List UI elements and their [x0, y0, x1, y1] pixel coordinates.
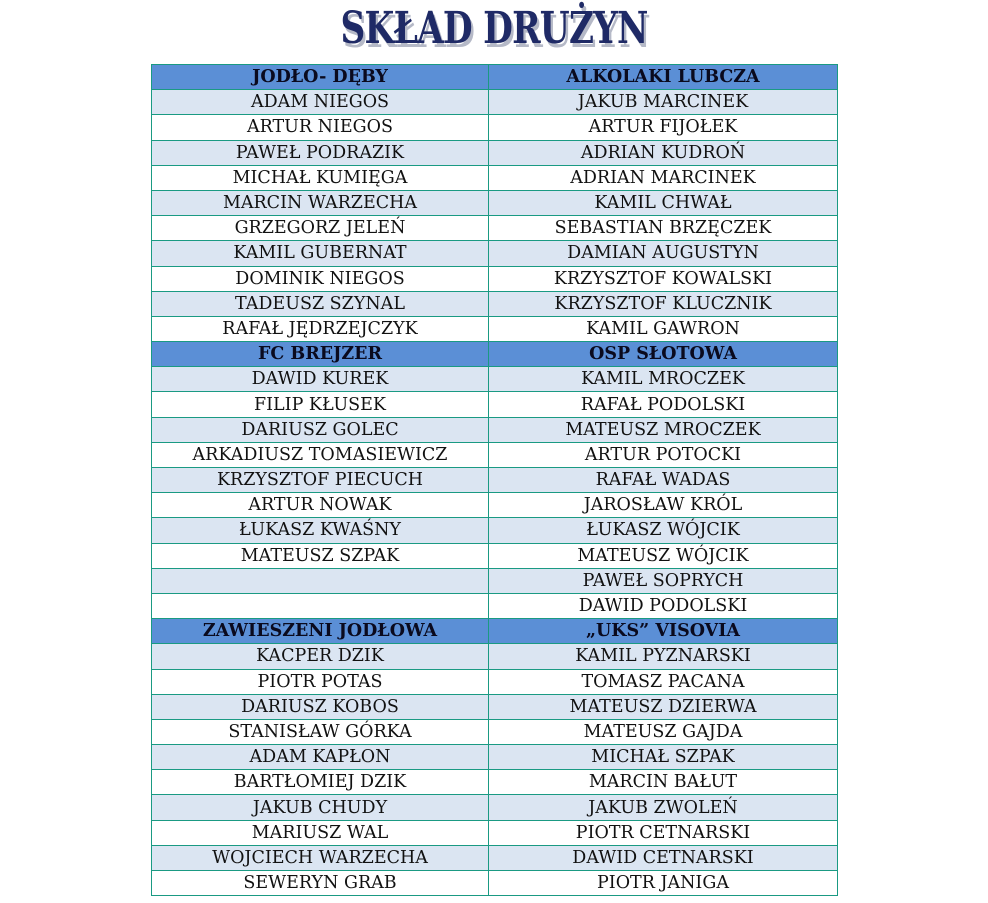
player-name: RAFAŁ JĘDRZEJCZYK [152, 316, 489, 341]
player-name: KRZYSZTOF PIECUCH [152, 468, 489, 493]
player-name: RAFAŁ WADAS [489, 468, 838, 493]
player-name [152, 593, 489, 618]
player-name: TADEUSZ SZYNAL [152, 291, 489, 316]
player-name: PAWEŁ PODRAZIK [152, 140, 489, 165]
team-roster-table [151, 64, 838, 896]
player-name: RAFAŁ PODOLSKI [489, 392, 838, 417]
player-name: KAMIL GUBERNAT [152, 241, 489, 266]
player-name: ŁUKASZ KWAŚNY [152, 518, 489, 543]
player-row [152, 745, 838, 770]
team-header-row [152, 65, 838, 90]
player-row [152, 165, 838, 190]
player-row [152, 115, 838, 140]
player-name: KAMIL MROCZEK [489, 367, 838, 392]
player-row [152, 820, 838, 845]
team-name: ZAWIESZENI JODŁOWA [152, 619, 489, 644]
player-name: JAKUB CHUDY [152, 795, 489, 820]
player-row [152, 417, 838, 442]
player-name: KAMIL GAWRON [489, 316, 838, 341]
player-name: ARTUR POTOCKI [489, 442, 838, 467]
team-name: ALKOLAKI LUBCZA [489, 65, 838, 90]
player-name: JAROSŁAW KRÓL [489, 493, 838, 518]
player-name: ADAM KAPŁON [152, 745, 489, 770]
player-row [152, 90, 838, 115]
player-row [152, 871, 838, 896]
player-row [152, 442, 838, 467]
player-row [152, 593, 838, 618]
player-name: FILIP KŁUSEK [152, 392, 489, 417]
player-row [152, 367, 838, 392]
player-name [152, 568, 489, 593]
player-name: KRZYSZTOF KOWALSKI [489, 266, 838, 291]
player-name: MARCIN WARZECHA [152, 190, 489, 215]
player-row [152, 669, 838, 694]
player-name: MARIUSZ WAL [152, 820, 489, 845]
player-row [152, 140, 838, 165]
player-name: TOMASZ PACANA [489, 669, 838, 694]
player-name: GRZEGORZ JELEŃ [152, 216, 489, 241]
player-row [152, 241, 838, 266]
player-row [152, 719, 838, 744]
player-name: ADAM NIEGOS [152, 90, 489, 115]
player-name: ARTUR FIJOŁEK [489, 115, 838, 140]
page-title: SKŁAD DRUŻYN [340, 3, 648, 54]
player-name: ADRIAN MARCINEK [489, 165, 838, 190]
player-row [152, 518, 838, 543]
team-header-row [152, 342, 838, 367]
player-name: DARIUSZ KOBOS [152, 694, 489, 719]
player-name: PIOTR POTAS [152, 669, 489, 694]
player-name: DARIUSZ GOLEC [152, 417, 489, 442]
player-row [152, 568, 838, 593]
team-name: OSP SŁOTOWA [489, 342, 838, 367]
player-name: MATEUSZ MROCZEK [489, 417, 838, 442]
player-name: WOJCIECH WARZECHA [152, 845, 489, 870]
player-row [152, 468, 838, 493]
roster-body [152, 65, 838, 896]
player-name: DAWID CETNARSKI [489, 845, 838, 870]
player-name: SEWERYN GRAB [152, 871, 489, 896]
player-name: DOMINIK NIEGOS [152, 266, 489, 291]
player-row [152, 493, 838, 518]
player-name: MATEUSZ GAJDA [489, 719, 838, 744]
player-name: ARKADIUSZ TOMASIEWICZ [152, 442, 489, 467]
team-name: „UKS” VISOVIA [489, 619, 838, 644]
player-name: MATEUSZ SZPAK [152, 543, 489, 568]
team-name: JODŁO- DĘBY [152, 65, 489, 90]
player-name: DAWID KUREK [152, 367, 489, 392]
player-name: MICHAŁ SZPAK [489, 745, 838, 770]
team-name: FC BREJZER [152, 342, 489, 367]
player-name: JAKUB ZWOLEŃ [489, 795, 838, 820]
player-row [152, 316, 838, 341]
player-name: KACPER DZIK [152, 644, 489, 669]
player-name: KAMIL PYZNARSKI [489, 644, 838, 669]
player-row [152, 694, 838, 719]
player-name: KRZYSZTOF KLUCZNIK [489, 291, 838, 316]
player-row [152, 266, 838, 291]
player-name: JAKUB MARCINEK [489, 90, 838, 115]
player-name: STANISŁAW GÓRKA [152, 719, 489, 744]
player-name: BARTŁOMIEJ DZIK [152, 770, 489, 795]
player-row [152, 795, 838, 820]
team-header-row [152, 619, 838, 644]
player-name: ARTUR NIEGOS [152, 115, 489, 140]
player-name: ADRIAN KUDROŃ [489, 140, 838, 165]
player-name: DAMIAN AUGUSTYN [489, 241, 838, 266]
player-name: MATEUSZ DZIERWA [489, 694, 838, 719]
player-row [152, 543, 838, 568]
player-row [152, 770, 838, 795]
player-name: PIOTR CETNARSKI [489, 820, 838, 845]
player-name: PAWEŁ SOPRYCH [489, 568, 838, 593]
player-row [152, 644, 838, 669]
player-name: MICHAŁ KUMIĘGA [152, 165, 489, 190]
player-name: MARCIN BAŁUT [489, 770, 838, 795]
player-row [152, 845, 838, 870]
player-name: MATEUSZ WÓJCIK [489, 543, 838, 568]
player-name: SEBASTIAN BRZĘCZEK [489, 216, 838, 241]
player-row [152, 190, 838, 215]
player-row [152, 392, 838, 417]
player-name: ARTUR NOWAK [152, 493, 489, 518]
player-name: DAWID PODOLSKI [489, 593, 838, 618]
player-name: KAMIL CHWAŁ [489, 190, 838, 215]
player-name: PIOTR JANIGA [489, 871, 838, 896]
player-name: ŁUKASZ WÓJCIK [489, 518, 838, 543]
player-row [152, 216, 838, 241]
player-row [152, 291, 838, 316]
